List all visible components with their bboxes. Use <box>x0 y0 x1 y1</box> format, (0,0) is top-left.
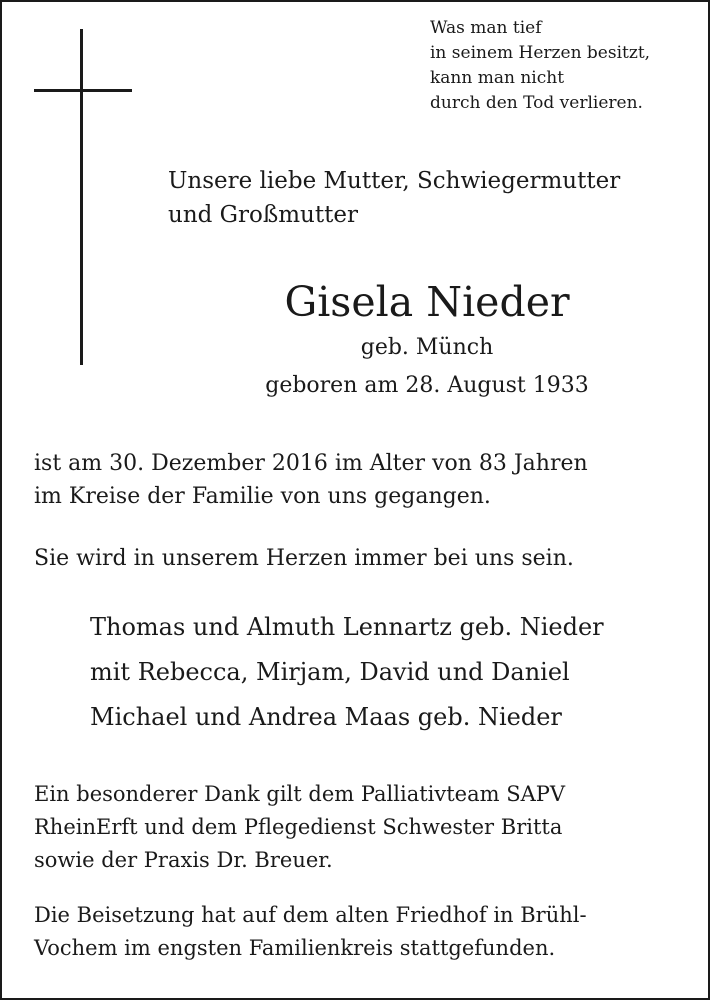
burial-line: Vochem im engsten Familienkreis stattgefunden. <box>34 936 556 960</box>
intro-line: und Großmutter <box>168 202 358 228</box>
family-mourners <box>90 605 604 740</box>
sentiment-text <box>34 542 574 575</box>
birth-date: geboren am 28. August 1933 <box>265 373 589 398</box>
deceased-name: Gisela Nieder <box>284 278 570 326</box>
thanks-line: RheinErft und dem Pflegedienst Schwester Britta <box>34 815 563 839</box>
thanks-line: sowie der Praxis Dr. Breuer. <box>34 848 333 872</box>
quote-line: in seinem Herzen besitzt, <box>430 43 651 63</box>
quote-line: kann man nicht <box>430 68 565 88</box>
death-notice <box>34 447 588 513</box>
family-line: mit Rebecca, Mirjam, David und Daniel <box>90 658 570 686</box>
quote-line: Was man tief <box>430 18 542 38</box>
sentiment-line: Sie wird in unserem Herzen immer bei uns sein. <box>34 546 574 571</box>
burial-line: Die Beisetzung hat auf dem alten Friedhof in Brühl- <box>34 903 587 927</box>
death-notice-line: ist am 30. Dezember 2016 im Alter von 83 Jahren <box>34 451 588 476</box>
cross-horizontal-bar <box>34 89 132 92</box>
birth-name: geb. Münch <box>360 335 494 360</box>
quote-line: durch den Tod verlieren. <box>430 93 643 113</box>
family-line: Thomas und Almuth Lennartz geb. Nieder <box>90 613 604 641</box>
intro-line: Unsere liebe Mutter, Schwiegermutter <box>168 168 621 194</box>
epigraph-quote <box>430 16 650 116</box>
cross-vertical-bar <box>80 29 83 365</box>
thanks-text <box>34 778 565 877</box>
intro-text <box>168 164 620 232</box>
burial-text <box>34 899 587 965</box>
death-notice-line: im Kreise der Familie von uns gegangen. <box>34 484 491 509</box>
thanks-line: Ein besonderer Dank gilt dem Palliativteam SAPV <box>34 782 566 806</box>
family-line: Michael und Andrea Maas geb. Nieder <box>90 703 562 731</box>
